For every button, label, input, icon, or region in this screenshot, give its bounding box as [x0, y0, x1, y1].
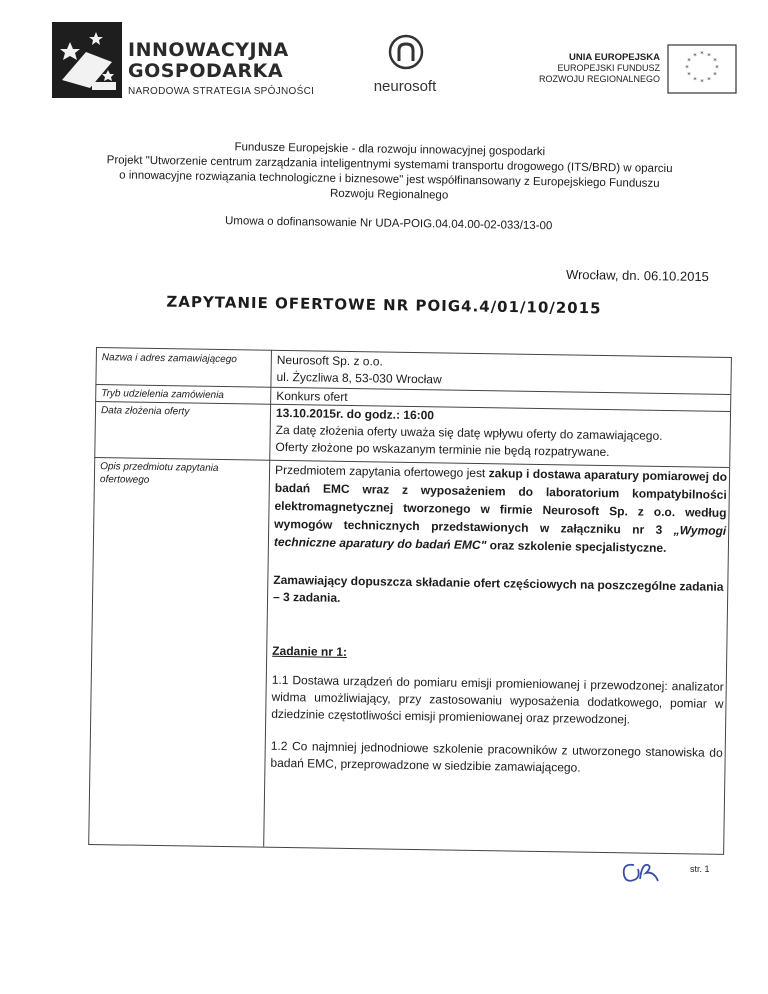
buyer-name: Neurosoft Sp. z o.o. — [276, 352, 383, 369]
label-procedure: Tryb udzielenia zamówienia — [101, 388, 224, 402]
intro-line-4: Rozwoju Regionalnego — [329, 187, 449, 202]
eu-flag-icon — [667, 44, 737, 94]
ig-logo-line2: GOSPODARKA — [128, 60, 284, 82]
deadline-note-2: Oferty złożone po wskazanym terminie nie będą rozpatrywane. — [275, 439, 610, 460]
intro-line-1: Fundusze Europejskie - dla rozwoju innowacyjnej gospodarki — [234, 141, 546, 159]
svg-text:*: * — [715, 64, 719, 72]
deadline-date: 13.10.2015r. do godz.: 16:00 — [275, 405, 435, 423]
neurosoft-logo-text: neurosoft — [373, 78, 437, 95]
svg-text:*: * — [693, 76, 697, 84]
label-subject — [100, 460, 260, 489]
page-number: str. 1 — [690, 864, 710, 874]
ig-logo-subtitle: NARODOWA STRATEGIA SPÓJNOŚCI — [128, 86, 315, 97]
svg-text:*: * — [707, 52, 711, 60]
label-buyer: Nazwa i adres zamawiającego — [101, 352, 237, 366]
task-1-item-2: 1.2 Co najmniej jednodniowe szkolenie pracowników z utworzonego stanowiska do badań EMC, przeprowadzone w siedzibie zamawiającego. — [270, 738, 723, 775]
svg-text:*: * — [693, 52, 697, 60]
value-buyer — [276, 352, 728, 393]
svg-text:*: * — [687, 57, 691, 65]
desc-prefix: Przedmiotem zapytania ofertowego jest — [274, 462, 489, 481]
task-1-heading: Zadanie nr 1: — [272, 643, 348, 659]
deadline-note-1: Za datę złożenia oferty uważa się datę wpływu oferty do zamawiającego. — [275, 422, 663, 443]
svg-text:*: * — [700, 78, 704, 86]
eu-logo-line2: EUROPEJSKI FUNDUSZ — [557, 63, 660, 73]
label-deadline: Data złożenia oferty — [100, 405, 190, 418]
buyer-address: ul. Życzliwa 8, 53-030 Wrocław — [276, 369, 442, 387]
eu-logo-line3: ROZWOJU REGIONALNEGO — [538, 74, 660, 84]
svg-text:*: * — [707, 76, 711, 84]
intro-line-3: o innowacyjne rozwiązania technologiczne i biznesowe" jest współfinansowany z Europejskiego Funduszu — [119, 169, 660, 190]
contract-number: Umowa o dofinansowanie Nr UDA-POIG.04.04.00-02-033/13-00 — [224, 215, 553, 233]
task-1-item-1: 1.1 Dostawa urządzeń do pomiaru emisji promieniowanej i przewodzonej: analizator widma umożliwiający, przy zastosowaniu wyposażenia dodatkowego, pomiar w dziedzinie częstotliwości emisji promieniowanej oraz przewodzonej. — [271, 672, 724, 727]
svg-text:*: * — [713, 57, 717, 65]
ig-logo-line1: INNOWACYJNA — [128, 39, 289, 61]
svg-text:*: * — [713, 71, 717, 79]
ig-logo-title — [128, 40, 289, 82]
intro-line-2: Projekt "Utworzenie centrum zarządzania inteligentnymi systemami transportu drogowego (ITS/BRD) w oparciu — [106, 154, 673, 176]
svg-text:*: * — [700, 50, 704, 58]
desc-suffix: oraz szkolenie specjalistyczne. — [486, 538, 667, 555]
value-deadline — [275, 405, 728, 463]
value-subject — [270, 461, 727, 779]
desc-attachment-title: „Wymogi techniczne aparatury do badań EMC" — [273, 523, 727, 553]
partial-offers-note: Zamawiający dopuszcza składanie ofert częściowych na poszczególne zadania – 3 zadania. — [272, 572, 724, 605]
innowacyjna-gospodarka-logo-icon — [52, 22, 122, 98]
svg-text:*: * — [687, 71, 691, 79]
desc-bold: zakup i dostawa aparatury pomiarowej do badań EMC wraz z wyposażeniem do laboratorium kompatybilności elektromagnetycznej tworzonego w firmie Neurosoft Sp. z o.o. według wymogów technicznych przedstawionych w załączniku nr 3 — [274, 466, 728, 538]
project-intro — [89, 138, 690, 236]
svg-text:*: * — [685, 64, 689, 72]
document-title: ZAPYTANIE OFERTOWE NR POIG4.4/01/10/2015 — [166, 292, 602, 318]
document-date: Wrocław, dn. 06.10.2015 — [565, 266, 709, 285]
label-subject-line1: Opis przedmiotu zapytania — [100, 461, 219, 474]
value-procedure: Konkurs ofert — [276, 388, 348, 404]
label-subject-line2: ofertowego — [99, 474, 150, 486]
handwritten-initials-icon — [618, 857, 670, 887]
eu-logo-title: UNIA EUROPEJSKA — [569, 52, 660, 63]
inquiry-table — [88, 347, 732, 855]
eu-logo-text — [520, 52, 660, 85]
subject-description — [274, 461, 727, 558]
